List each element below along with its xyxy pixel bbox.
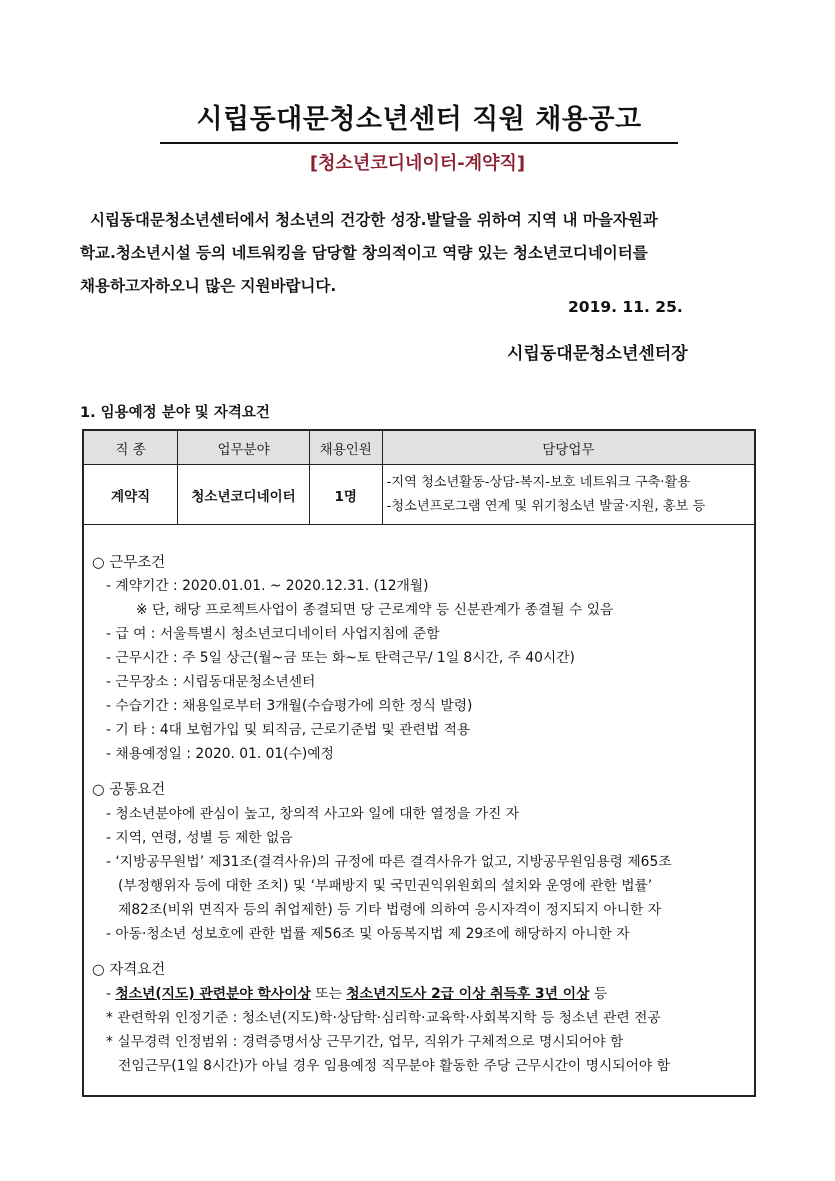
intro-line: 채용하고자하오니 많은 지원바랍니다. [80, 277, 337, 295]
common-line: (부정행위자 등에 대한 조치) 및 ‘부패방지 및 국민권익위원회의 설치와 운영에 관한 법률’ [118, 878, 653, 894]
table-row [83, 465, 755, 525]
qualification-etc: 등 [589, 986, 608, 1002]
requirements-box [82, 523, 756, 1097]
cell-type: 계약직 [83, 465, 178, 525]
work-line: - 기 타 : 4대 보험가입 및 퇴직금, 근로기준법 및 관련법 적용 [106, 722, 471, 738]
cell-duties [382, 465, 755, 525]
qualification-license: 청소년지도사 2급 이상 취득후 3년 이상 [346, 986, 590, 1002]
page-title: 시립동대문청소년센터 직원 채용공고 [160, 100, 678, 144]
table-header-row [83, 430, 755, 465]
notice-date: 2019. 11. 25. [568, 298, 683, 316]
qualification-dash: - [106, 986, 116, 1002]
qualification-line: * 관련학위 인정기준 : 청소년(지도)학·상담학·심리학·교육학·사회복지학 등 청소년 관련 전공 [106, 1010, 661, 1026]
work-conditions-heading: ○ 근무조건 [92, 555, 166, 571]
section-heading: 1. 임용예정 분야 및 자격요건 [80, 405, 270, 421]
work-line: - 근무시간 : 주 5일 상근(월~금 또는 화~토 탄력근무/ 1일 8시간, 주 40시간) [106, 650, 575, 666]
intro-paragraph [80, 204, 760, 303]
position-table [82, 429, 756, 525]
work-line: - 채용예정일 : 2020. 01. 01(수)예정 [106, 746, 334, 762]
issuer-name: 시립동대문청소년센터장 [507, 344, 688, 364]
common-line: - 청소년분야에 관심이 높고, 창의적 사고와 일에 대한 열정을 가진 자 [106, 806, 520, 822]
work-line: - 급 여 : 서울특별시 청소년코디네이터 사업지침에 준함 [106, 626, 440, 642]
work-line: - 근무장소 : 시립동대문청소년센터 [106, 674, 316, 690]
page-subtitle: [청소년코디네이터-계약직] [309, 153, 526, 174]
col-header-type: 직 종 [83, 430, 178, 465]
col-header-field: 업무분야 [178, 430, 310, 465]
col-header-count: 채용인원 [309, 430, 382, 465]
col-header-duties: 담당업무 [382, 430, 755, 465]
qualification-heading: ○ 자격요건 [92, 962, 166, 978]
duty-item: -지역 청소년활동-상담-복지-보호 네트워크 구축·활용 [386, 474, 690, 490]
intro-line: 시립동대문청소년센터에서 청소년의 건강한 성장.발달을 위하여 지역 내 마을자원과 [90, 211, 658, 229]
cell-count: 1명 [309, 465, 382, 525]
qualification-degree: 청소년(지도) 관련분야 학사이상 [115, 986, 311, 1002]
common-requirements-heading: ○ 공통요건 [92, 782, 166, 798]
common-line: - 아동·청소년 성보호에 관한 법률 제56조 및 아동복지법 제 29조에 해당하지 아니한 자 [106, 926, 630, 942]
work-line: - 계약기간 : 2020.01.01. ~ 2020.12.31. (12개월) [106, 578, 429, 594]
work-line: - 수습기간 : 채용일로부터 3개월(수습평가에 의한 정식 발령) [106, 698, 473, 714]
common-line: 제82조(비위 면직자 등의 취업제한) 등 기타 법령에 의하여 응시자격이 정지되지 아니한 자 [118, 902, 662, 918]
common-line: - ‘지방공무원법’ 제31조(결격사유)의 규정에 따른 결격사유가 없고, 지방공무원임용령 제65조 [106, 854, 672, 870]
duty-item: -청소년프로그램 연계 및 위기청소년 발굴·지원, 홍보 등 [386, 498, 706, 514]
qualification-or: 또는 [310, 986, 347, 1002]
common-line: - 지역, 연령, 성별 등 제한 없음 [106, 830, 293, 846]
qualification-main-line [106, 982, 607, 1002]
qualification-line: * 실무경력 인정범위 : 경력증명서상 근무기간, 업무, 직위가 구체적으로 명시되어야 함 [106, 1034, 624, 1050]
work-line: ※ 단, 해당 프로젝트사업이 종결되면 당 근로계약 등 신분관계가 종결될 수 있음 [136, 602, 614, 618]
intro-line: 학교.청소년시설 등의 네트워킹을 담당할 창의적이고 역량 있는 청소년코디네이터를 [80, 244, 648, 262]
qualification-line: 전임근무(1일 8시간)가 아닐 경우 임용예정 직무분야 활동한 주당 근무시간이 명시되어야 함 [118, 1058, 670, 1074]
cell-field: 청소년코디네이터 [178, 465, 310, 525]
